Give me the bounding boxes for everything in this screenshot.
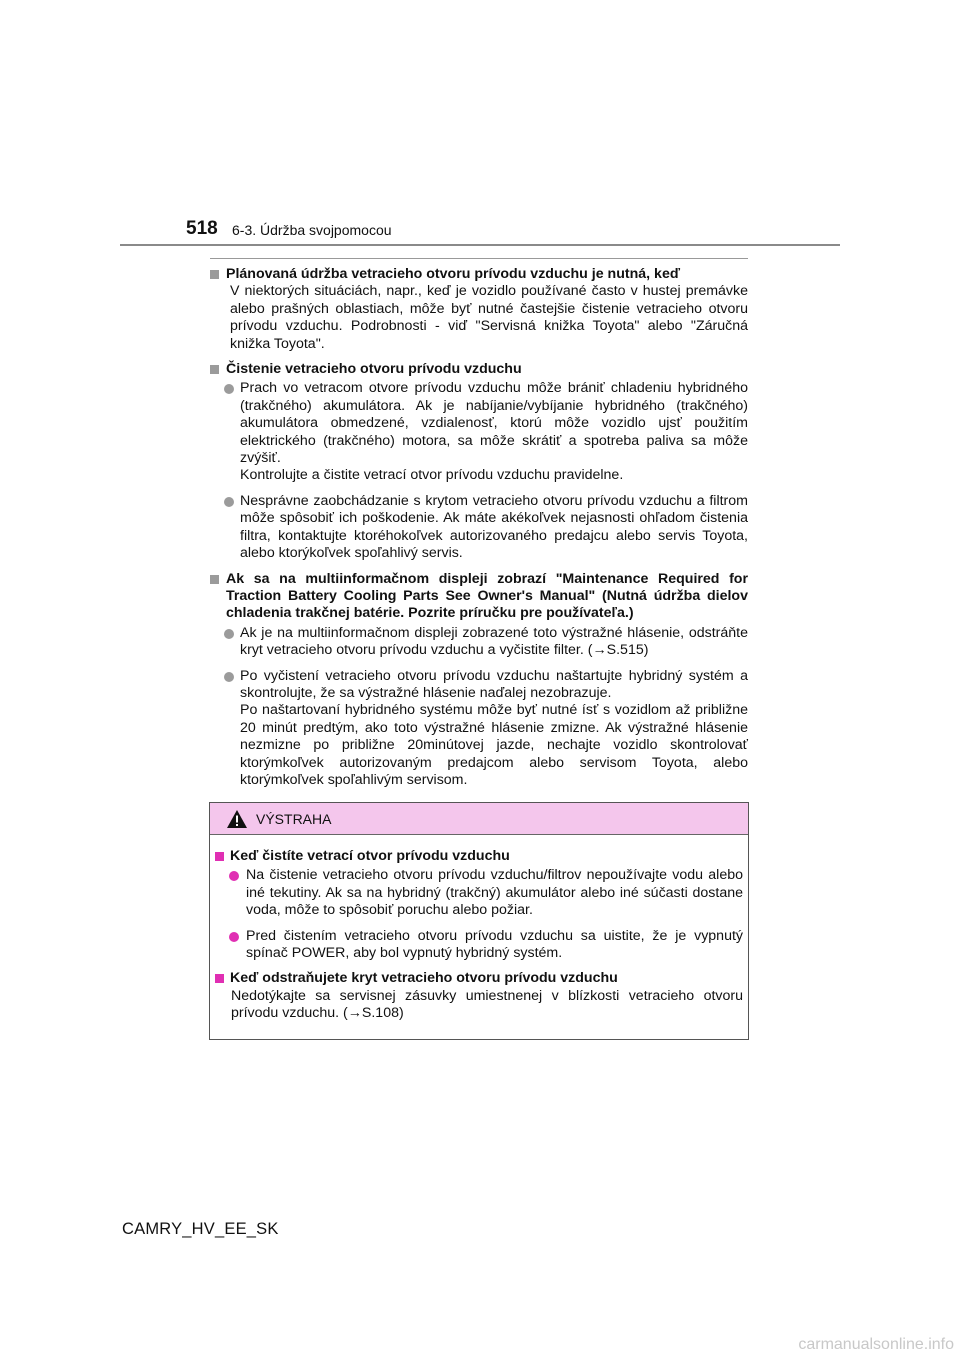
- section-heading: Čistenie vetracieho otvoru prívodu vzduchu: [226, 361, 522, 378]
- bullet-extra-text: Po naštartovaní hybridného systému môže byť nutné ísť s vozidlom až približne 20 minút predtým, ako toto výstražné hlásenie zmizne. Ak výstražné hlásenie nezmizne po približne 20minútovej jazde, nechajte vozidlo skontrolovať ktorýmkoľvek autorizovaným predajcom alebo servisom Toyota, alebo ktorýmkoľvek spoľahlivým servisom.: [240, 702, 748, 788]
- warning-body: [210, 835, 748, 1023]
- list-item: [210, 493, 748, 563]
- round-bullet-icon: [229, 871, 239, 881]
- bullet-text: Ak je na multiinformačnom displeji zobrazené toto výstražné hlásenie, odstráňte kryt vetracieho otvoru prívodu vzduchu a vyčistite filter. (→S.515): [240, 624, 748, 659]
- warning-bullet-text: Pred čistením vetracieho otvoru prívodu vzduchu sa uistite, že je vypnutý spínač POWER, aby bol vypnutý hybridný systém.: [246, 927, 743, 962]
- list-item: [215, 928, 743, 963]
- bullet-text: Po vyčistení vetracieho otvoru prívodu vzduchu naštartujte hybridný systém a skontrolujte, že sa výstražné hlásenie naďalej nezobrazuje.: [240, 667, 748, 701]
- header-rule: [120, 244, 840, 246]
- warning-section-cover: [215, 970, 743, 1022]
- warning-bullet-text: Na čistenie vetracieho otvoru prívodu vzduchu/filtrov nepoužívajte vodu alebo iné tekutiny. Ak sa na hybridný (trakčný) akumulátor alebo iné súčasti dostane voda, môže to spôsobiť poruchu alebo požiar.: [246, 867, 743, 919]
- chapter-title: 6-3. Údržba svojpomocou: [232, 222, 392, 238]
- section-paragraph: V niektorých situáciách, napr., keď je vozidlo používané často v hustej premávke alebo prašných oblastiach, môže byť nutné častejšie čistenie vetracieho otvoru prívodu vzduchu. Podrobnosti - viď "Servisná knižka Toyota" alebo "Záručná knižka Toyota".: [230, 283, 748, 352]
- warning-paragraph: Nedotýkajte sa servisnej zásuvky umiestnenej v blízkosti vetracieho otvoru prívodu vzduchu. (→S.108): [231, 987, 743, 1022]
- square-bullet-icon: [215, 852, 224, 861]
- warning-heading: Keď čistíte vetrací otvor prívodu vzduchu: [230, 848, 510, 864]
- square-bullet-icon: [215, 974, 224, 983]
- section-heading: Plánovaná údržba vetracieho otvoru prívodu vzduchu je nutná, keď: [226, 266, 681, 282]
- bullet-text: Prach vo vetracom otvore prívodu vzduchu môže brániť chladeniu hybridného (trakčného) akumulátora. Ak je nabíjanie/vybíjanie hybridného (trakčného) akumulátora obmedzené, vzdialenosť, ktorú môže vozidlo ujsť použitím elektrického (trakčného) motora, sa môže skrátiť a spotreba paliva sa môže zvýšiť.: [240, 380, 748, 467]
- content-top-rule: [210, 258, 748, 259]
- list-item: [215, 867, 743, 919]
- section-cleaning: [210, 361, 748, 562]
- round-bullet-icon: [224, 629, 234, 639]
- warning-title: VÝSTRAHA: [256, 811, 332, 827]
- bullet-text: Nesprávne zaobchádzanie s krytom vetracieho otvoru prívodu vzduchu a filtrom môže spôsobiť ich poškodenie. Ak máte akékoľvek nejasnosti ohľadom čistenia filtra, kontaktujte ktoréhokoľvek autorizovaného predajcu alebo servis Toyota, alebo ktorýkoľvek spoľahlivý servis.: [240, 492, 748, 562]
- section-display-message: [210, 571, 748, 790]
- page-number: 518: [186, 218, 218, 239]
- bullet-extra-text: Kontrolujte a čistite vetrací otvor prívodu vzduchu pravidelne.: [240, 467, 624, 484]
- list-item: [210, 668, 748, 790]
- document-code: CAMRY_HV_EE_SK: [122, 1220, 279, 1238]
- round-bullet-icon: [224, 672, 234, 682]
- round-bullet-icon: [224, 384, 234, 394]
- main-content: [210, 266, 748, 797]
- square-bullet-icon: [210, 365, 219, 374]
- list-item: [210, 380, 748, 484]
- warning-header: [210, 803, 748, 835]
- warning-section-cleaning: [215, 848, 743, 962]
- warning-triangle-icon: [226, 809, 248, 829]
- warning-heading: Keď odstraňujete kryt vetracieho otvoru prívodu vzduchu: [230, 970, 618, 987]
- round-bullet-icon: [224, 497, 234, 507]
- square-bullet-icon: [210, 575, 219, 584]
- list-item: [210, 625, 748, 660]
- round-bullet-icon: [229, 932, 239, 942]
- square-bullet-icon: [210, 270, 219, 279]
- warning-box: [209, 802, 749, 1040]
- section-scheduled-maintenance: [210, 266, 748, 353]
- section-heading: Ak sa na multiinformačnom displeji zobrazí "Maintenance Required for Traction Battery Cooling Parts See Owner's Manual" (Nutná údržba dielov chladenia trakčnej batérie. Pozrite príručku pre používateľa.): [226, 570, 748, 622]
- watermark: carmanualsonline.info: [798, 1336, 954, 1353]
